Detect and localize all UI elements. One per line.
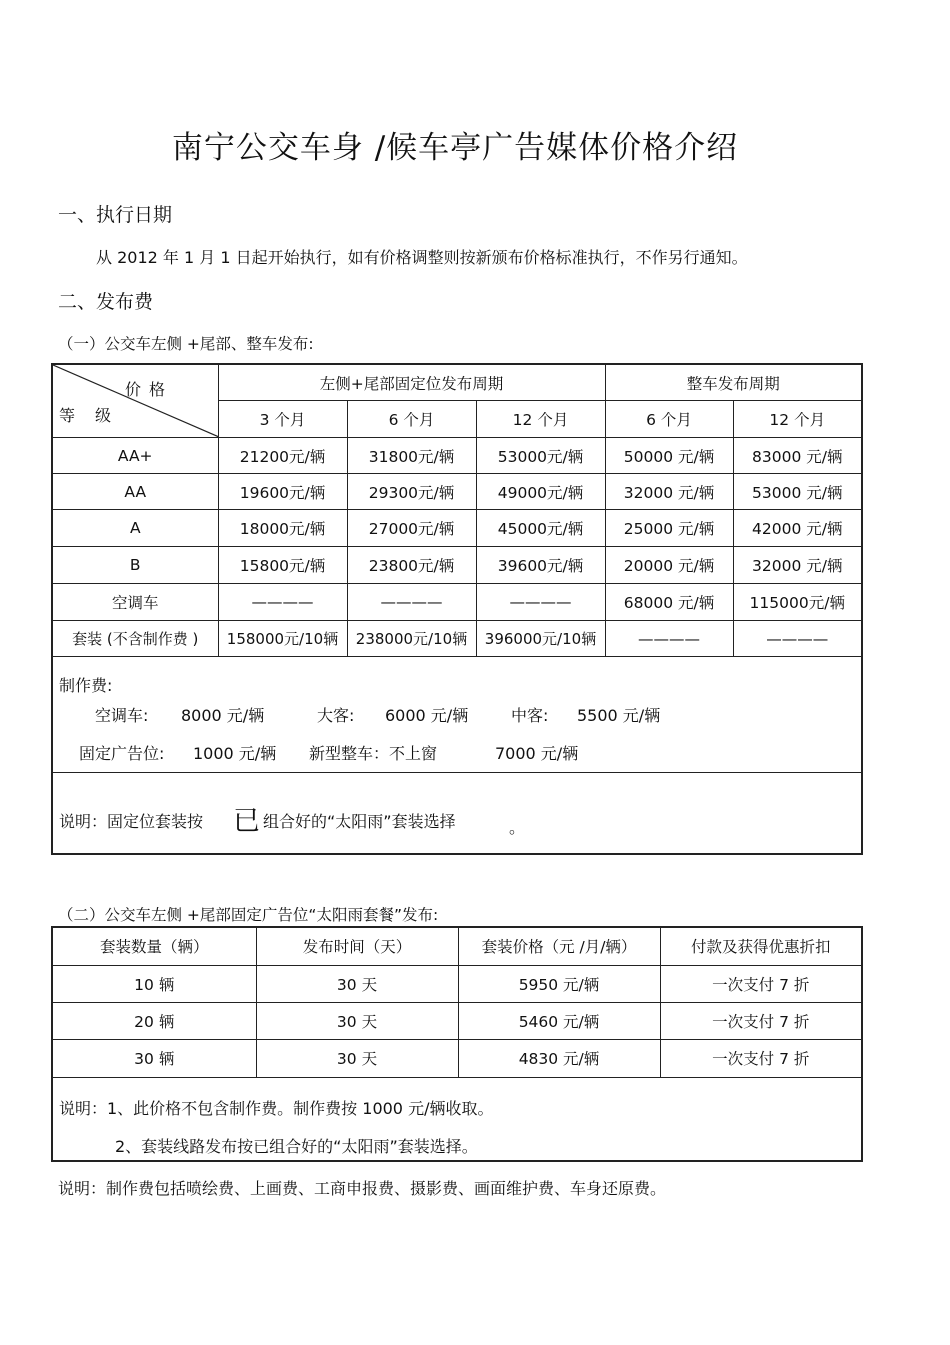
page-title: 南宁公交车身 /候车亭广告媒体价格介绍 [171,130,739,166]
package-price-cell: 5460 元/辆 [458,1002,660,1039]
price-table-1 [51,363,863,855]
mid-bus-price: 5500 元/辆 [577,706,661,725]
diagonal-line [53,365,218,437]
price-cell: 15800元/辆 [218,547,347,584]
corner-top-label: 价格 [125,380,174,399]
duration-cell: 30 天 [256,965,458,1002]
column-header: 套装数量（辆） [52,927,256,965]
table-row [52,438,862,474]
price-cell: 19600元/辆 [218,474,347,510]
discount-cell: 一次支付 7 折 [660,965,862,1002]
column-header: 付款及获得优惠折扣 [660,927,862,965]
quantity-cell: 10 辆 [52,965,256,1002]
new-bus-price: 7000 元/辆 [495,744,579,763]
ac-price: 8000 元/辆 [181,706,265,725]
quantity-cell: 30 辆 [52,1039,256,1077]
table-row [52,1039,862,1077]
note-end: 。 [509,818,526,837]
fixed-position-price: 1000 元/辆 [193,744,277,763]
section2-heading: 二、发布费 [58,291,154,313]
price-cell: ———— [218,584,347,621]
price-cell: 18000元/辆 [218,510,347,547]
big-bus-price: 6000 元/辆 [385,706,469,725]
mid-bus-label: 中客: [511,706,549,725]
period-header: 12 个月 [476,401,605,438]
grade-cell: B [52,547,218,584]
note-prefix: 说明：固定位套装按 [59,812,204,831]
group-header-fixed: 左侧+尾部固定位发布周期 [218,364,605,401]
production-fee-cell [52,657,862,773]
grade-cell: A [52,510,218,547]
quantity-cell: 20 辆 [52,1002,256,1039]
price-cell: 32000 元/辆 [733,547,862,584]
ac-label: 空调车: [95,706,149,725]
table2-note-1: 说明：1、此价格不包含制作费。制作费按 1000 元/辆收取。 [59,1098,494,1118]
period-header: 6 个月 [605,401,733,438]
discount-cell: 一次支付 7 折 [660,1002,862,1039]
grade-cell: AA+ [52,438,218,474]
table-row [52,547,862,584]
new-bus-label: 新型整车：不上窗 [309,744,438,763]
price-cell: 21200元/辆 [218,438,347,474]
price-cell: 32000 元/辆 [605,474,733,510]
table2-note-cell [52,1077,862,1161]
package-price-cell: 4830 元/辆 [458,1039,660,1077]
table-row [52,584,862,621]
price-cell: ———— [605,621,733,657]
section1-text: 从 2012 年 1 月 1 日起开始执行，如有价格调整则按新颁布价格标准执行，不作另行通知。 [96,248,748,267]
duration-cell: 30 天 [256,1039,458,1077]
table1-note-cell [52,773,862,855]
table-row [52,965,862,1002]
production-label: 制作费: [59,676,113,695]
price-cell: 53000 元/辆 [733,474,862,510]
table-row [52,474,862,510]
section1-heading: 一、执行日期 [58,204,173,226]
footer-note: 说明：制作费包括喷绘费、上画费、工商申报费、摄影费、画面维护费、车身还原费。 [58,1179,667,1198]
table-row [52,510,862,547]
price-cell: 42000 元/辆 [733,510,862,547]
table2-caption: （二）公交车左侧 +尾部固定广告位“太阳雨套餐”发布: [58,906,439,924]
price-cell: 68000 元/辆 [605,584,733,621]
corner-header [52,364,218,438]
table-row [52,621,862,657]
period-header: 3 个月 [218,401,347,438]
column-header: 发布时间（天） [256,927,458,965]
price-cell: 20000 元/辆 [605,547,733,584]
fixed-position-label: 固定广告位: [79,744,165,763]
price-cell: ———— [476,584,605,621]
table-row [52,1002,862,1039]
price-table-2 [51,926,863,1162]
price-cell: ———— [347,584,476,621]
discount-cell: 一次支付 7 折 [660,1039,862,1077]
price-cell: 25000 元/辆 [605,510,733,547]
price-cell: 158000元/10辆 [218,621,347,657]
big-bus-label: 大客: [317,706,355,725]
price-cell: 27000元/辆 [347,510,476,547]
grade-cell: AA [52,474,218,510]
table2-note-2: 2、套装线路发布按已组合好的“太阳雨”套装选择。 [115,1136,478,1156]
period-header: 12 个月 [733,401,862,438]
corner-bottom-label: 等级 [59,406,132,425]
price-cell: 238000元/10辆 [347,621,476,657]
period-header: 6 个月 [347,401,476,438]
duration-cell: 30 天 [256,1002,458,1039]
price-cell: 50000 元/辆 [605,438,733,474]
table1-caption: （一）公交车左侧 +尾部、整车发布: [58,335,314,353]
price-cell: ———— [733,621,862,657]
note-big-char: 已 [233,806,260,837]
price-cell: 45000元/辆 [476,510,605,547]
price-cell: 115000元/辆 [733,584,862,621]
column-header: 套装价格（元 /月/辆） [458,927,660,965]
price-cell: 23800元/辆 [347,547,476,584]
price-cell: 39600元/辆 [476,547,605,584]
note-suffix: 组合好的“太阳雨”套装选择 [263,812,456,831]
grade-cell: 套装 (不含制作费 ) [52,621,218,657]
package-price-cell: 5950 元/辆 [458,965,660,1002]
price-cell: 396000元/10辆 [476,621,605,657]
price-cell: 49000元/辆 [476,474,605,510]
price-cell: 31800元/辆 [347,438,476,474]
group-header-whole: 整车发布周期 [605,364,862,401]
price-cell: 29300元/辆 [347,474,476,510]
grade-cell: 空调车 [52,584,218,621]
price-cell: 53000元/辆 [476,438,605,474]
price-cell: 83000 元/辆 [733,438,862,474]
